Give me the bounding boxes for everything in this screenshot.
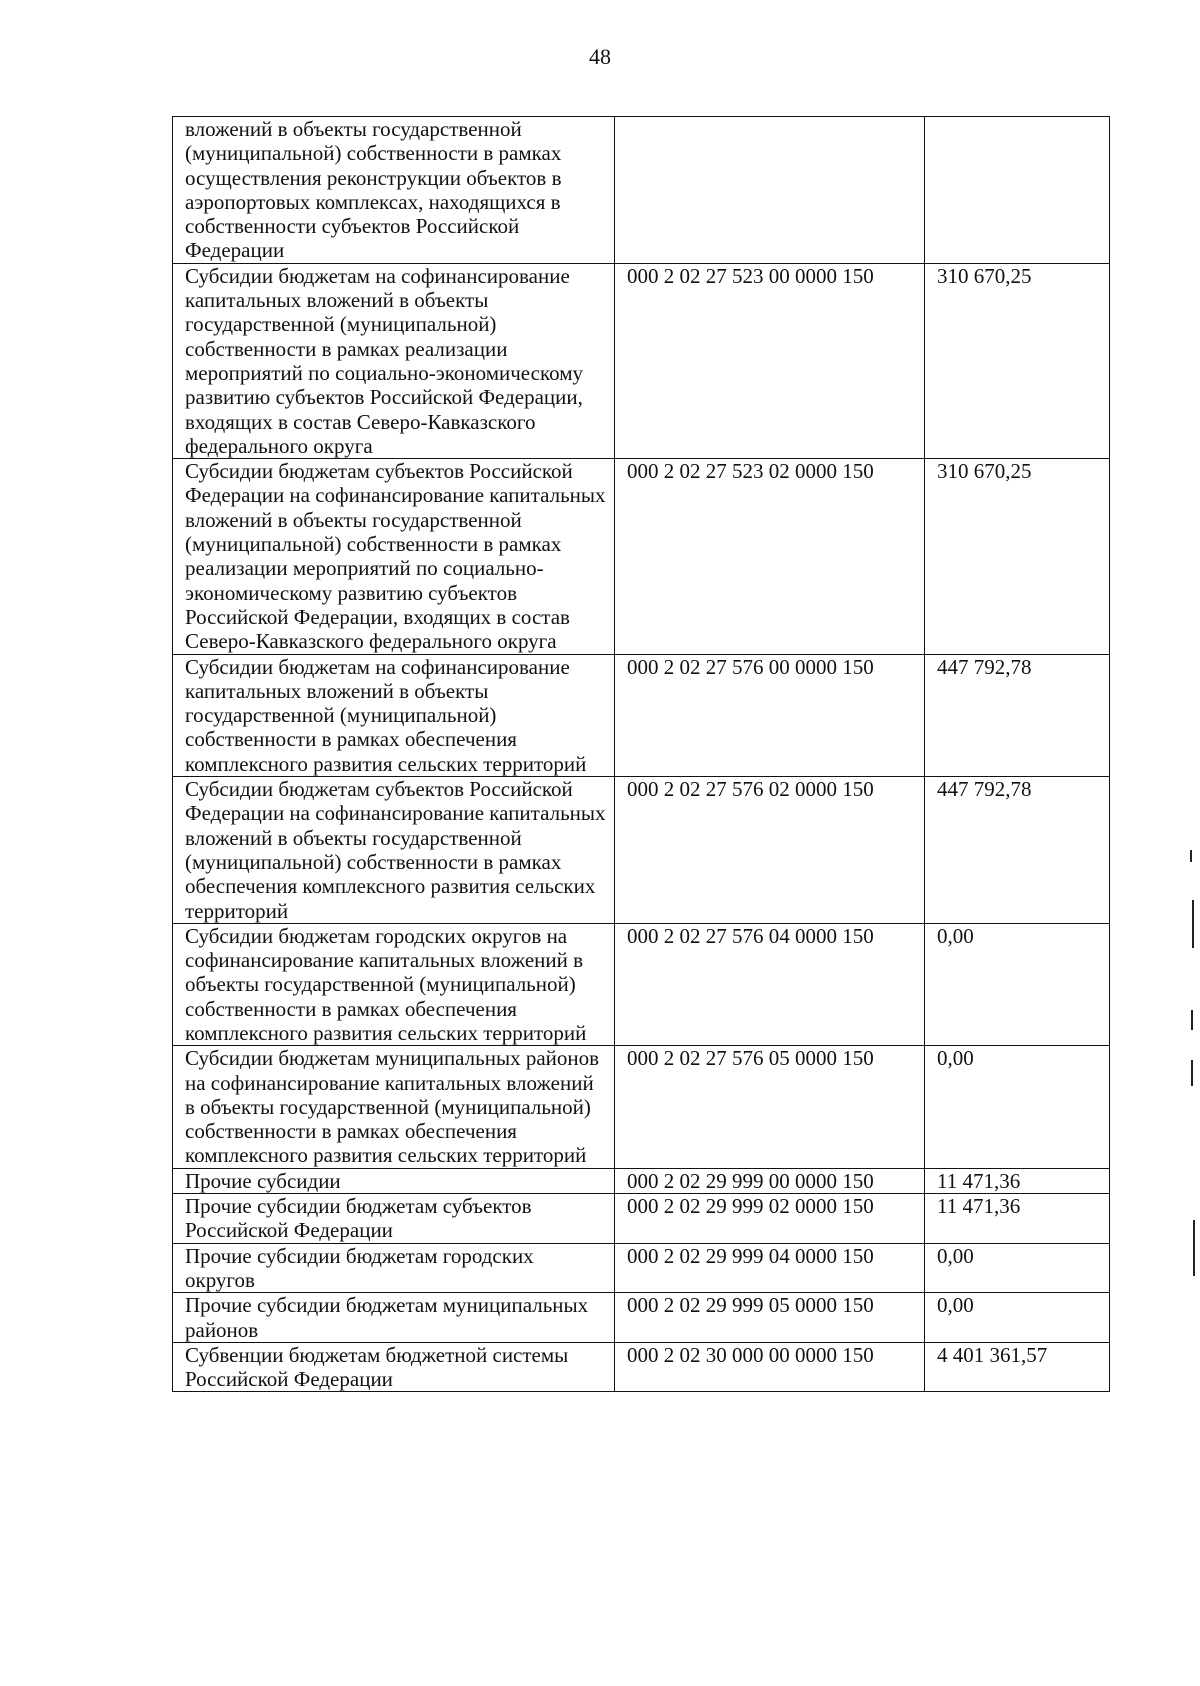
table-row — [173, 1046, 1110, 1168]
row-code: 000 2 02 27 576 05 0000 150 — [615, 1046, 925, 1168]
row-amount: 447 792,78 — [925, 777, 1110, 924]
row-amount: 310 670,25 — [925, 263, 1110, 458]
row-amount: 0,00 — [925, 1046, 1110, 1168]
page-number: 48 — [589, 44, 611, 69]
row-code: 000 2 02 27 523 02 0000 150 — [615, 459, 925, 654]
row-amount: 11 471,36 — [925, 1194, 1110, 1244]
budget-revenue-table — [172, 116, 1110, 1392]
row-code: 000 2 02 30 000 00 0000 150 — [615, 1342, 925, 1392]
row-amount: 0,00 — [925, 1293, 1110, 1343]
row-code: 000 2 02 29 999 05 0000 150 — [615, 1293, 925, 1343]
table-row — [173, 459, 1110, 654]
row-amount: 0,00 — [925, 1243, 1110, 1293]
row-amount: 310 670,25 — [925, 459, 1110, 654]
table-row — [173, 1293, 1110, 1343]
table-row — [173, 923, 1110, 1045]
table-row — [173, 654, 1110, 776]
row-description: Субвенции бюджетам бюджетной системы Российской Федерации — [173, 1342, 615, 1392]
table-row — [173, 1243, 1110, 1293]
table-row — [173, 1342, 1110, 1392]
row-amount — [925, 117, 1110, 264]
row-code: 000 2 02 29 999 04 0000 150 — [615, 1243, 925, 1293]
row-description: Субсидии бюджетам на софинансирование капитальных вложений в объекты государственной (муниципальной) собственности в рамках обеспечения комплексного развития сельских территорий — [173, 654, 615, 776]
row-amount: 0,00 — [925, 923, 1110, 1045]
row-amount: 447 792,78 — [925, 654, 1110, 776]
row-description: Прочие субсидии бюджетам муниципальных районов — [173, 1293, 615, 1343]
table-row — [173, 263, 1110, 458]
table-row — [173, 1194, 1110, 1244]
table-row — [173, 777, 1110, 924]
row-amount: 4 401 361,57 — [925, 1342, 1110, 1392]
scan-edge-marks — [1186, 0, 1200, 1686]
row-description: Прочие субсидии бюджетам субъектов Российской Федерации — [173, 1194, 615, 1244]
row-code: 000 2 02 29 999 02 0000 150 — [615, 1194, 925, 1244]
row-code: 000 2 02 27 576 02 0000 150 — [615, 777, 925, 924]
table-row — [173, 117, 1110, 264]
row-code: 000 2 02 27 523 00 0000 150 — [615, 263, 925, 458]
row-code — [615, 117, 925, 264]
row-description: Прочие субсидии бюджетам городских округов — [173, 1243, 615, 1293]
row-description: Субсидии бюджетам субъектов Российской Федерации на софинансирование капитальных вложений в объекты государственной (муниципальной) собственности в рамках реализации мероприятий по социально-экономическому развитию субъектов Российской Федерации, входящих в состав Северо-Кавказского федерального округа — [173, 459, 615, 654]
row-description: Субсидии бюджетам субъектов Российской Федерации на софинансирование капитальных вложений в объекты государственной (муниципальной) собственности в рамках обеспечения комплексного развития сельских территорий — [173, 777, 615, 924]
row-description: Субсидии бюджетам муниципальных районов на софинансирование капитальных вложений в объекты государственной (муниципальной) собственности в рамках обеспечения комплексного развития сельских территорий — [173, 1046, 615, 1168]
row-code: 000 2 02 27 576 00 0000 150 — [615, 654, 925, 776]
row-code: 000 2 02 27 576 04 0000 150 — [615, 923, 925, 1045]
row-code: 000 2 02 29 999 00 0000 150 — [615, 1168, 925, 1193]
row-amount: 11 471,36 — [925, 1168, 1110, 1193]
row-description: вложений в объекты государственной (муниципальной) собственности в рамках осуществления реконструкции объектов в аэропортовых комплексах, находящихся в собственности субъектов Российской Федерации — [173, 117, 615, 264]
table-row — [173, 1168, 1110, 1193]
row-description: Прочие субсидии — [173, 1168, 615, 1193]
row-description: Субсидии бюджетам городских округов на софинансирование капитальных вложений в объекты государственной (муниципальной) собственности в рамках обеспечения комплексного развития сельских территорий — [173, 923, 615, 1045]
row-description: Субсидии бюджетам на софинансирование капитальных вложений в объекты государственной (муниципальной) собственности в рамках реализации мероприятий по социально-экономическому развитию субъектов Российской Федерации, входящих в состав Северо-Кавказского федерального округа — [173, 263, 615, 458]
